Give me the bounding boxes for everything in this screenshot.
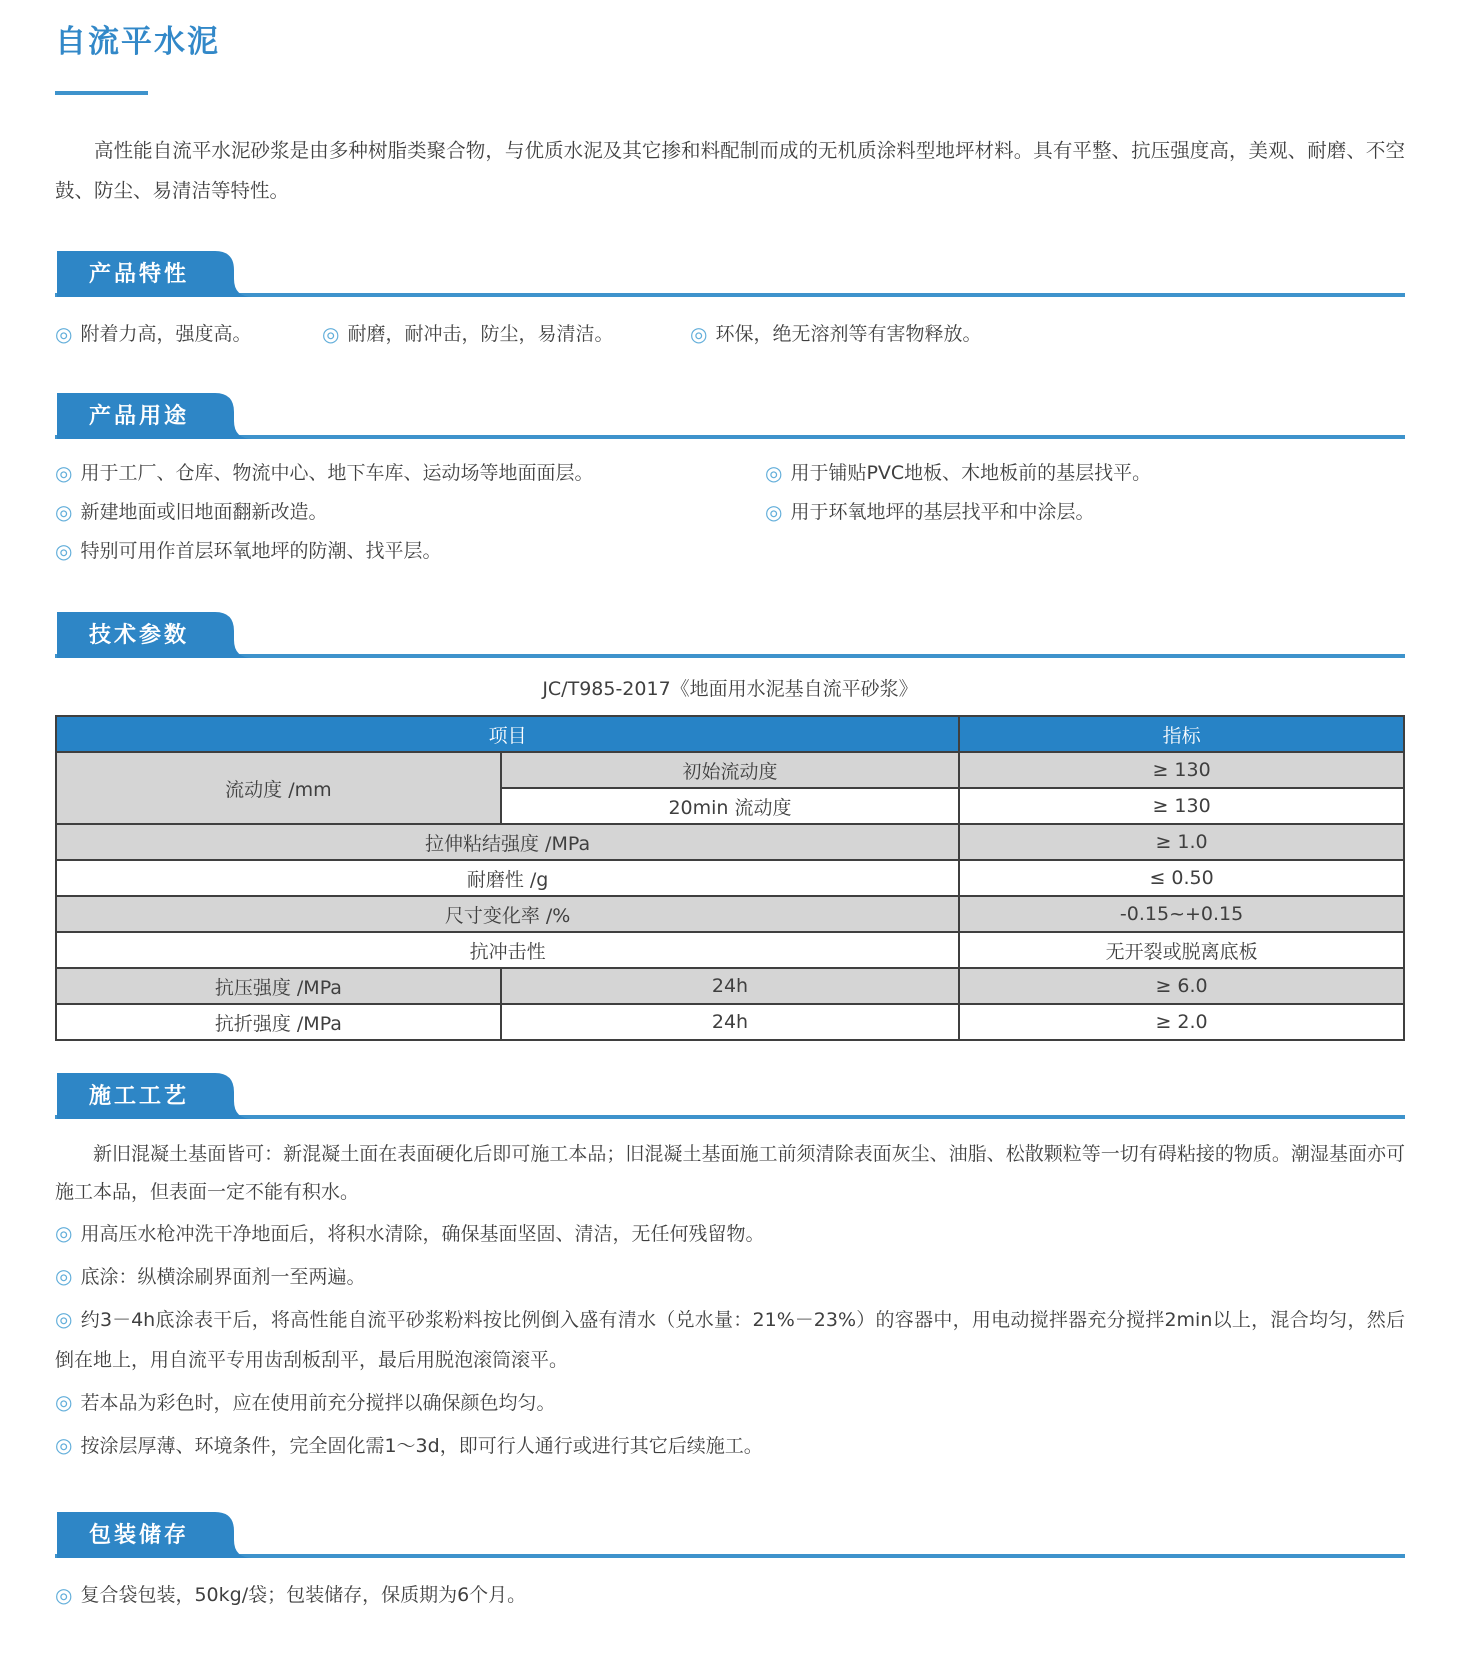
section-underline bbox=[55, 435, 1405, 439]
section-header-uses bbox=[55, 393, 1405, 439]
list-item-text: 若本品为彩色时，应在使用前充分搅拌以确保颜色均匀。 bbox=[80, 1392, 556, 1414]
tech-parameters-table bbox=[55, 715, 1405, 1041]
bullseye-bullet-icon: ◎ bbox=[55, 461, 73, 485]
section-underline bbox=[55, 654, 1405, 658]
features-list bbox=[55, 319, 1405, 349]
section-underline bbox=[55, 293, 1405, 297]
section-tab bbox=[57, 1512, 257, 1558]
list-item-text: 附着力高，强度高。 bbox=[80, 323, 252, 345]
section-header-process bbox=[55, 1073, 1405, 1119]
table-header-row bbox=[56, 716, 1404, 752]
uses-right-column bbox=[765, 459, 1405, 576]
table-cell: 拉伸粘结强度 /MPa bbox=[56, 824, 959, 860]
section-tech bbox=[55, 612, 1405, 1041]
bullseye-bullet-icon: ◎ bbox=[55, 539, 73, 563]
list-item-text: 耐磨，耐冲击，防尘，易清洁。 bbox=[347, 323, 614, 345]
table-cell: ≥ 130 bbox=[959, 788, 1404, 824]
table-row bbox=[56, 896, 1404, 932]
bullseye-bullet-icon: ◎ bbox=[765, 461, 783, 485]
list-item-text: 新建地面或旧地面翻新改造。 bbox=[80, 501, 328, 523]
section-uses bbox=[55, 393, 1405, 576]
table-row bbox=[56, 752, 1404, 788]
process-list bbox=[55, 1213, 1405, 1466]
list-item-text: 特别可用作首层环氧地坪的防潮、找平层。 bbox=[80, 540, 442, 562]
table-cell: 耐磨性 /g bbox=[56, 860, 959, 896]
list-item bbox=[55, 1299, 1405, 1380]
list-item bbox=[55, 498, 765, 526]
list-item bbox=[55, 459, 765, 487]
table-row bbox=[56, 968, 1404, 1004]
datasheet-page bbox=[55, 0, 1405, 1670]
bullseye-bullet-icon: ◎ bbox=[55, 1433, 73, 1457]
section-packaging bbox=[55, 1512, 1405, 1610]
list-item bbox=[55, 1580, 1405, 1610]
table-cell: ≥ 1.0 bbox=[959, 824, 1404, 860]
intro-paragraph: 高性能自流平水泥砂浆是由多种树脂类聚合物，与优质水泥及其它掺和料配制而成的无机质涂料型地坪材料。具有平整、抗压强度高，美观、耐磨、不空鼓、防尘、易清洁等特性。 bbox=[55, 139, 1405, 202]
list-item bbox=[55, 1425, 1405, 1466]
process-paragraph: 新旧混凝土基面皆可：新混凝土面在表面硬化后即可施工本品；旧混凝土基面施工前须清除表面灰尘、油脂、松散颗粒等一切有碍粘接的物质。潮湿基面亦可施工本品，但表面一定不能有积水。 bbox=[55, 1143, 1405, 1203]
bullseye-bullet-icon: ◎ bbox=[765, 500, 783, 524]
bullseye-bullet-icon: ◎ bbox=[55, 500, 73, 524]
table-cell: -0.15~+0.15 bbox=[959, 896, 1404, 932]
list-item bbox=[55, 319, 322, 349]
table-row bbox=[56, 824, 1404, 860]
table-row bbox=[56, 932, 1404, 968]
section-tab bbox=[57, 1073, 257, 1119]
table-cell: 尺寸变化率 /% bbox=[56, 896, 959, 932]
section-tab bbox=[57, 393, 257, 439]
bullseye-bullet-icon: ◎ bbox=[322, 322, 340, 346]
bullseye-bullet-icon: ◎ bbox=[690, 322, 708, 346]
section-header-packaging bbox=[55, 1512, 1405, 1558]
table-cell: ≥ 130 bbox=[959, 752, 1404, 788]
list-item-text: 约3－4h底涂表干后，将高性能自流平砂浆粉料按比例倒入盛有清水（兑水量：21%－23%）的容器中，用电动搅拌器充分搅拌2min以上，混合均匀，然后倒在地上，用自流平专用齿刮板刮平，最后用脱泡滚筒滚平。 bbox=[55, 1309, 1405, 1371]
list-item-text: 环保，绝无溶剂等有害物释放。 bbox=[715, 323, 982, 345]
section-features bbox=[55, 251, 1405, 349]
table-cell: 抗压强度 /MPa bbox=[56, 968, 501, 1004]
section-process bbox=[55, 1073, 1405, 1466]
table-cell: ≥ 6.0 bbox=[959, 968, 1404, 1004]
section-tab bbox=[57, 612, 257, 658]
section-title: 产品特性 bbox=[89, 261, 190, 287]
section-title: 产品用途 bbox=[89, 403, 190, 429]
list-item bbox=[55, 1256, 1405, 1297]
packaging-list bbox=[55, 1580, 1405, 1610]
section-title: 施工工艺 bbox=[89, 1083, 190, 1109]
section-title: 技术参数 bbox=[89, 622, 190, 648]
section-header-tech bbox=[55, 612, 1405, 658]
table-caption: JC/T985-2017《地面用水泥基自流平砂浆》 bbox=[542, 678, 918, 700]
list-item bbox=[765, 459, 1405, 487]
table-cell: 流动度 /mm bbox=[56, 752, 501, 824]
section-underline bbox=[55, 1115, 1405, 1119]
column-header-index: 指标 bbox=[959, 716, 1404, 752]
list-item-text: 底涂：纵横涂刷界面剂一至两遍。 bbox=[80, 1266, 366, 1288]
table-cell: 24h bbox=[501, 1004, 959, 1040]
bullseye-bullet-icon: ◎ bbox=[55, 1307, 73, 1331]
bottom-margin bbox=[55, 1610, 1405, 1670]
bullseye-bullet-icon: ◎ bbox=[55, 1264, 73, 1288]
section-title: 包装储存 bbox=[89, 1522, 190, 1548]
section-underline bbox=[55, 1554, 1405, 1558]
table-cell: 抗折强度 /MPa bbox=[56, 1004, 501, 1040]
section-header-features bbox=[55, 251, 1405, 297]
list-item bbox=[690, 319, 1405, 349]
table-cell: 24h bbox=[501, 968, 959, 1004]
list-item-text: 用于环氧地坪的基层找平和中涂层。 bbox=[790, 501, 1095, 523]
column-header-item: 项目 bbox=[56, 716, 959, 752]
table-cell: ≤ 0.50 bbox=[959, 860, 1404, 896]
uses-list bbox=[55, 459, 1405, 576]
bullseye-bullet-icon: ◎ bbox=[55, 1583, 73, 1607]
list-item-text: 复合袋包装，50kg/袋；包装储存，保质期为6个月。 bbox=[80, 1584, 527, 1606]
page-title: 自流平水泥 bbox=[55, 24, 220, 60]
list-item bbox=[322, 319, 690, 349]
list-item bbox=[55, 537, 765, 565]
list-item bbox=[55, 1382, 1405, 1423]
list-item-text: 用于工厂、仓库、物流中心、地下车库、运动场等地面面层。 bbox=[80, 462, 594, 484]
table-row bbox=[56, 860, 1404, 896]
table-cell: 初始流动度 bbox=[501, 752, 959, 788]
bullseye-bullet-icon: ◎ bbox=[55, 322, 73, 346]
list-item bbox=[765, 498, 1405, 526]
list-item-text: 用于铺贴PVC地板、木地板前的基层找平。 bbox=[790, 462, 1152, 484]
table-cell: 无开裂或脱离底板 bbox=[959, 932, 1404, 968]
table-cell: 抗冲击性 bbox=[56, 932, 959, 968]
list-item-text: 用高压水枪冲洗干净地面后，将积水清除，确保基面坚固、清洁，无任何残留物。 bbox=[80, 1223, 765, 1245]
bullseye-bullet-icon: ◎ bbox=[55, 1221, 73, 1245]
table-row bbox=[56, 1004, 1404, 1040]
list-item-text: 按涂层厚薄、环境条件，完全固化需1～3d，即可行人通行或进行其它后续施工。 bbox=[80, 1435, 763, 1457]
table-cell: 20min 流动度 bbox=[501, 788, 959, 824]
section-tab bbox=[57, 251, 257, 297]
bullseye-bullet-icon: ◎ bbox=[55, 1390, 73, 1414]
uses-left-column bbox=[55, 459, 765, 576]
list-item bbox=[55, 1213, 1405, 1254]
table-cell: ≥ 2.0 bbox=[959, 1004, 1404, 1040]
title-underline bbox=[55, 91, 148, 95]
